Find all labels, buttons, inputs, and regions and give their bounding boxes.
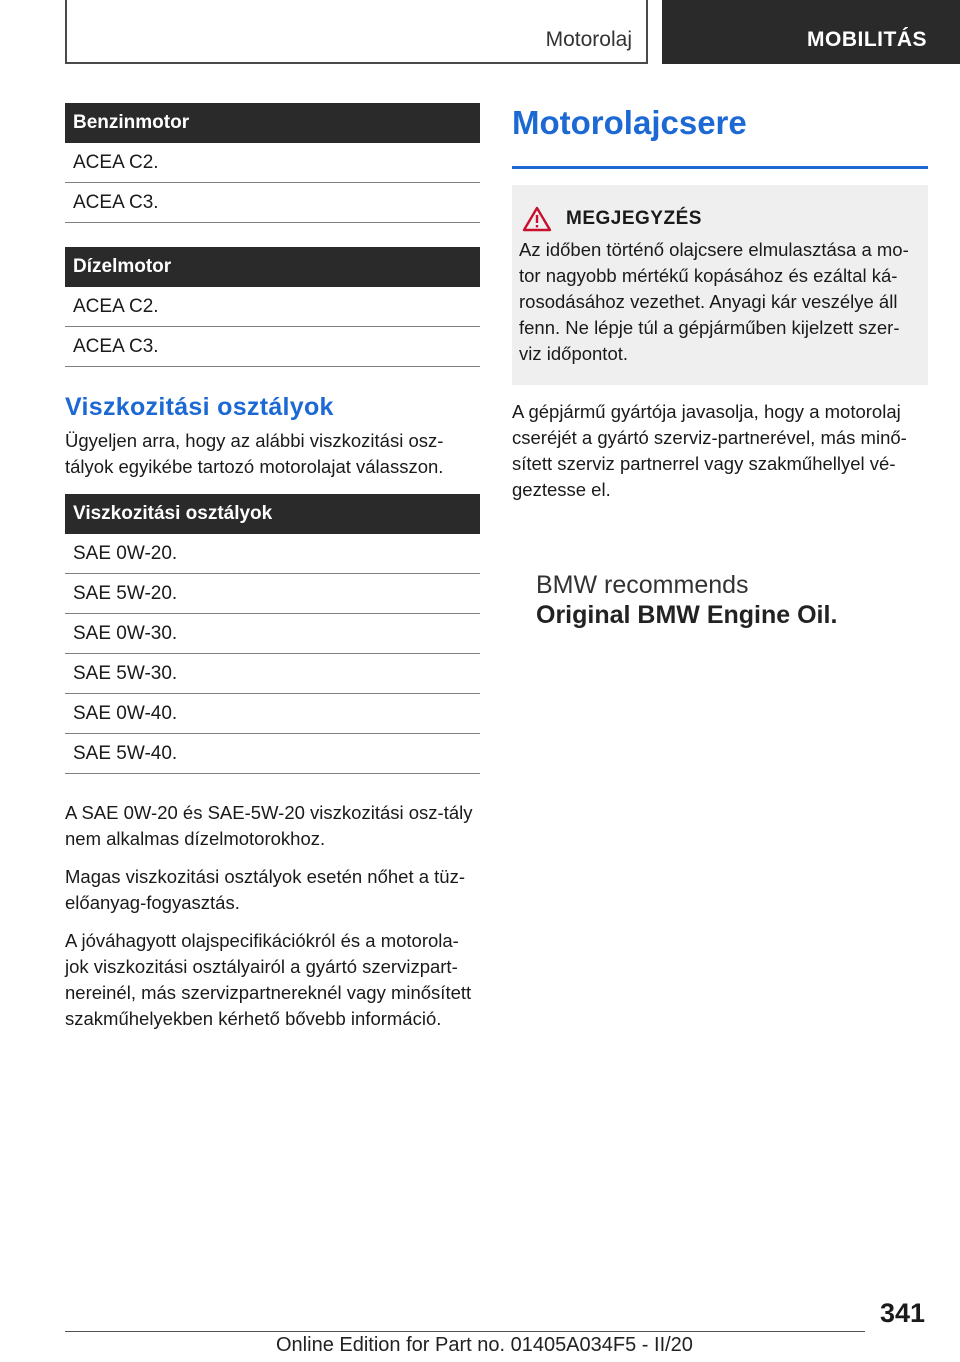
recommendation-line: BMW recommends [536, 571, 749, 599]
page-title: Motorolajcsere [512, 104, 747, 141]
table-row: ACEA C2. [65, 143, 480, 183]
page-number: 341 [879, 1298, 925, 1328]
left-column [65, 103, 480, 1044]
footer-divider [65, 1331, 865, 1332]
diesel-note-paragraph: A SAE 0W-20 és SAE-5W-20 viszkozitási osz-tály nem alkalmas dízelmotorokhoz. [65, 802, 473, 849]
consumption-paragraph: Magas viszkozitási osztályok esetén nőhet a tüz-előanyag-fogyasztás. [65, 866, 465, 913]
viscosity-table [65, 494, 480, 774]
table-row: ACEA C3. [65, 183, 480, 223]
table-row: SAE 5W-30. [65, 654, 480, 694]
table-row: SAE 0W-20. [65, 534, 480, 574]
note-text: Az időben történő olajcsere elmulasztása a mo-tor nagyobb mértékű kopásához és ezáltal ká-rosodásához vezethet. Anyagi kár veszélye áll fenn. Ne lépje túl a gépjárműben kijelzett szer-viz időpontot. [519, 239, 909, 364]
recommendation-product: Original BMW Engine Oil. [536, 601, 838, 629]
table-row: SAE 0W-40. [65, 694, 480, 734]
header-section-label: Motorolaj [545, 28, 632, 51]
table-header: Benzinmotor [65, 103, 480, 143]
header-chapter-tab [662, 0, 960, 64]
table-row: ACEA C3. [65, 327, 480, 367]
table-row: SAE 5W-20. [65, 574, 480, 614]
header-section-box [65, 0, 648, 64]
table-header: Dízelmotor [65, 247, 480, 287]
header-chapter-label: MOBILITÁS [807, 28, 927, 51]
note-box [512, 185, 928, 385]
right-column [512, 96, 928, 515]
footer-edition: Online Edition for Part no. 01405A034F5 - II/20 [276, 1334, 693, 1356]
warning-triangle-icon [522, 206, 552, 232]
viscosity-heading: Viszkozitási osztályok [65, 393, 334, 421]
heading-divider [512, 166, 928, 169]
table-row: ACEA C2. [65, 287, 480, 327]
bmw-oil-recommendation [536, 570, 916, 630]
note-title: MEGJEGYZÉS [566, 208, 702, 229]
table-row: SAE 5W-40. [65, 734, 480, 774]
service-paragraph: A gépjármű gyártója javasolja, hogy a motorolaj cseréjét a gyártó szerviz-partnerével, más minő-sített szerviz partnerrel vagy szakműhellyel vé-geztesse el. [512, 401, 907, 500]
diesel-engine-table [65, 247, 480, 367]
viscosity-intro: Ügyeljen arra, hogy az alábbi viszkozitási osz-tályok egyikébe tartozó motorolajat válasszon. [65, 430, 444, 477]
table-header: Viszkozitási osztályok [65, 494, 480, 534]
petrol-engine-table [65, 103, 480, 223]
specification-info-paragraph: A jóváhagyott olajspecifikációkról és a motorola-jok viszkozitási osztályairól a gyártó szervizpart-nereinél, más szervizpartnereknél vagy minősített szakműhelyekben kérhető bővebb információ. [65, 930, 472, 1029]
table-row: SAE 0W-30. [65, 614, 480, 654]
